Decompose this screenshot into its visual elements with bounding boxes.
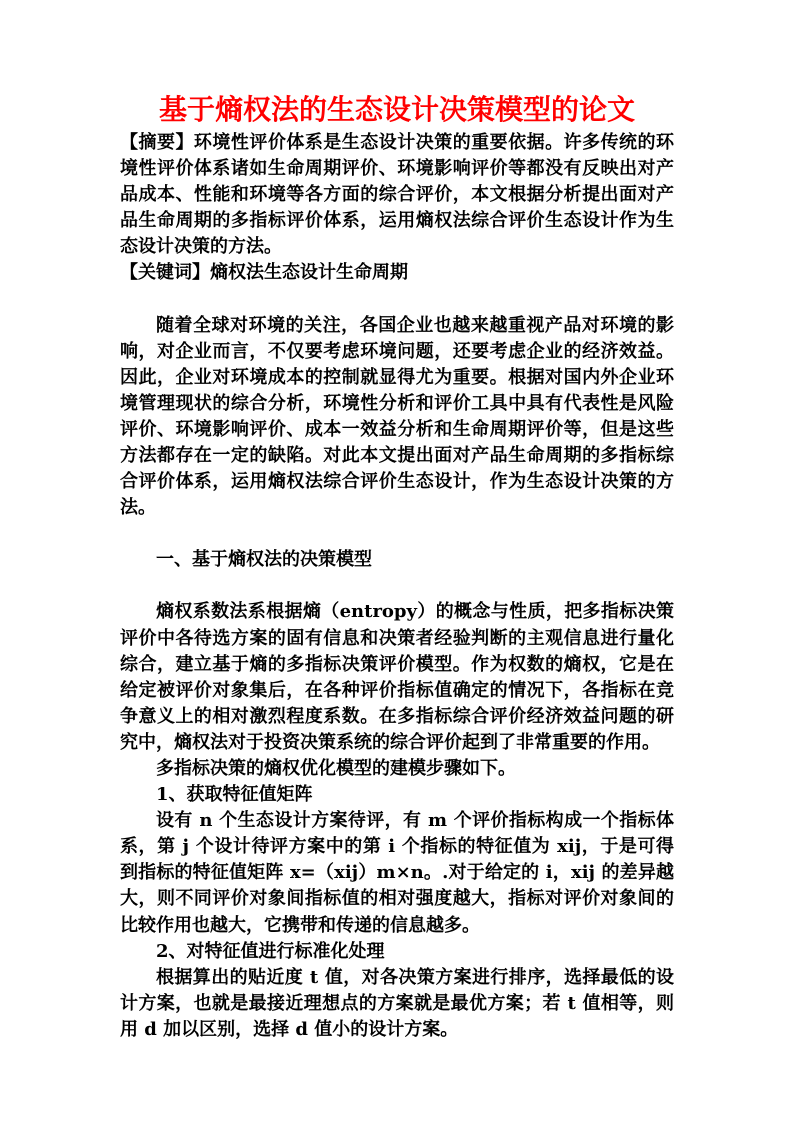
- intro-paragraph: 随着全球对环境的关注，各国企业也越来越重视产品对环境的影响，对企业而言，不仅要考虑环境问题，还要考虑企业的经济效益。因此，企业对环境成本的控制就显得尤为重要。根据对国内外企业环境管理现状的综合分析，环境性分析和评价工具中具有代表性是风险评价、环境影响评价、成本一效益分析和生命周期评价等，但是这些方法都存在一定的缺陷。对此本文提出面对产品生命周期的多指标综合评价体系，运用熵权法综合评价生态设计，作为生态设计决策的方法。: [120, 314, 674, 519]
- step1-paragraph: 设有 n 个生态设计方案待评，有 m 个评价指标构成一个指标体系，第 j 个设计待评方案中的第 i 个指标的特征值为 xij，于是可得到指标的特征值矩阵 x=（xij）m×n。.对于给定的 i，xij 的差异越大，则不同评价对象间指标值的相对强度越大，指标对评价对象间的比较作用也越大，它携带和传递的信息越多。: [120, 810, 674, 936]
- section1-paragraph-1: 熵权系数法系根据熵（entropy）的概念与性质，把多指标决策评价中各待选方案的固有信息和决策者经验判断的主观信息进行量化综合，建立基于熵的多指标决策评价模型。作为权数的熵权，它是在给定被评价对象集后，在各种评价指标值确定的情况下，各指标在竞争意义上的相对激烈程度系数。在多指标综合评价经济效益问题的研究中，熵权法对于投资决策系统的综合评价起到了非常重要的作用。: [120, 601, 674, 753]
- blank-line: [120, 521, 674, 547]
- abstract-paragraph: 【摘要】环境性评价体系是生态设计决策的重要依据。许多传统的环境性评价体系诸如生命周期评价、环境影响评价等都没有反映出对产品成本、性能和环境等各方面的综合评价，本文根据分析提出面对产品生命周期的多指标评价体系，运用熵权法综合评价生态设计作为生态设计决策的方法。: [120, 132, 674, 258]
- step2-paragraph: 根据算出的贴近度 t 值，对各决策方案进行排序，选择最低的设计方案，也就是最接近理想点的方案就是最优方案；若 t 值相等，则用 d 加以区别，选择 d 值小的设计方案。: [120, 966, 674, 1040]
- blank-line: [120, 287, 674, 313]
- step2-heading: 2、对特征值进行标准化处理: [156, 940, 385, 962]
- step1-heading: 1、获取特征值矩阵: [156, 784, 313, 806]
- document-page: [120, 92, 674, 1043]
- blank-line: [120, 573, 674, 599]
- document-title: 基于熵权法的生态设计决策模型的论文: [158, 93, 635, 126]
- section1-paragraph-2: 多指标决策的熵权优化模型的建模步骤如下。: [156, 757, 516, 779]
- keywords-line: 【关键词】熵权法生态设计生命周期: [120, 262, 408, 284]
- section1-heading: 一、基于熵权法的决策模型: [156, 549, 372, 571]
